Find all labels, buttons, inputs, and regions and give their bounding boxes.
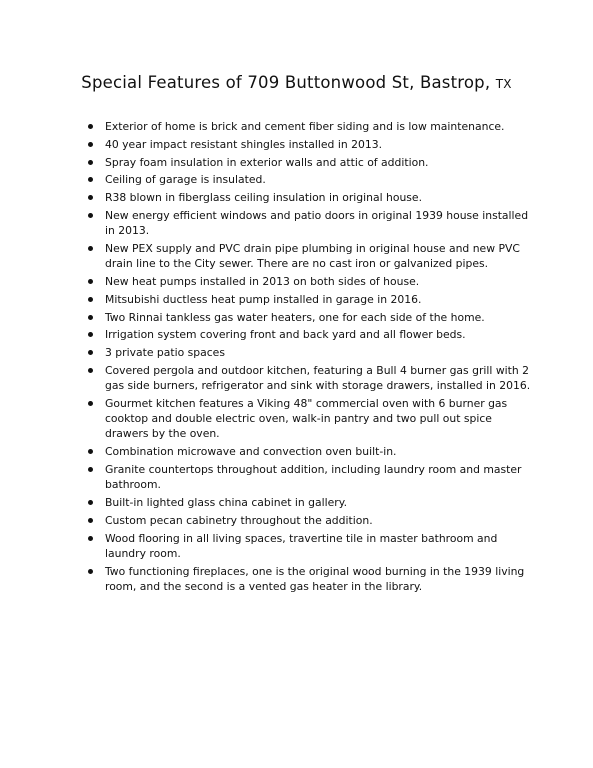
list-item [87,190,532,205]
list-item [87,274,532,289]
list-item [87,241,532,271]
list-item [87,345,532,360]
feature-text: 40 year impact resistant shingles installed in 2013. [105,137,383,151]
bullet-icon [88,569,93,574]
bullet-icon [88,315,93,320]
bullet-icon [88,279,93,284]
list-item [87,531,532,561]
feature-text: Two functioning fireplaces, one is the original wood burning in the 1939 living room, and the second is a vented gas heater in the library. [105,564,525,593]
bullet-icon [88,350,93,355]
feature-text: New energy efficient windows and patio doors in original 1939 house installed in 2013. [105,208,529,238]
bullet-icon [88,536,93,541]
feature-text: Wood flooring in all living spaces, travertine tile in master bathroom and laundry room. [105,531,498,560]
list-item [87,292,532,307]
bullet-icon [88,246,93,251]
list-item [87,396,532,442]
feature-text: Combination microwave and convection oven built-in. [105,445,397,459]
features-list [87,119,532,597]
bullet-icon [88,449,93,454]
list-item [87,327,532,342]
feature-text: Spray foam insulation in exterior walls and attic of addition. [105,155,429,169]
feature-text: Gourmet kitchen features a Viking 48" commercial oven with 6 burner gas cooktop and double electric oven, walk-in pantry and two pull out spice drawers by the oven. [105,396,508,441]
feature-text: Ceiling of garage is insulated. [105,173,266,187]
list-item [87,495,532,510]
bullet-icon [88,142,93,147]
list-item [87,208,532,238]
feature-text: Exterior of home is brick and cement fiber siding and is low maintenance. [105,120,505,133]
bullet-icon [88,297,93,302]
list-item [87,172,532,187]
bullet-icon [88,213,93,218]
bullet-icon [88,401,93,406]
feature-text: Irrigation system covering front and back yard and all flower beds. [105,328,466,342]
feature-text: New PEX supply and PVC drain pipe plumbing in original house and new PVC drain line to the City sewer. There are no cast iron or galvanized pipes. [105,241,520,271]
feature-text: New heat pumps installed in 2013 on both sides of house. [105,274,420,288]
bullet-icon [88,500,93,505]
page-title [0,73,593,92]
list-item [87,363,532,393]
feature-text: Two Rinnai tankless gas water heaters, one for each side of the home. [105,310,485,324]
bullet-icon [88,467,93,472]
list-item [87,119,532,134]
feature-text: Built-in lighted glass china cabinet in gallery. [105,495,347,509]
feature-text: 3 private patio spaces [105,346,225,360]
feature-text: Granite countertops throughout addition, including laundry room and master bathroom. [105,462,522,492]
bullet-icon [88,368,93,373]
list-item [87,513,532,528]
list-item [87,462,532,492]
list-item [87,137,532,152]
bullet-icon [88,124,93,129]
list-item [87,155,532,170]
list-item [87,564,532,594]
title-text: Special Features of 709 Buttonwood St, Bastrop, [81,73,491,92]
bullet-icon [88,195,93,200]
feature-text: Mitsubishi ductless heat pump installed in garage in 2016. [105,292,422,306]
bullet-icon [88,332,93,337]
bullet-icon [88,160,93,165]
list-item [87,444,532,459]
bullet-icon [88,177,93,182]
feature-text: Custom pecan cabinetry throughout the addition. [105,513,373,527]
feature-text: Covered pergola and outdoor kitchen, featuring a Bull 4 burner gas grill with 2 gas side burners, refrigerator and sink with storage drawers, installed in 2016. [105,363,531,393]
bullet-icon [88,518,93,523]
title-state: TX [495,77,512,91]
feature-text: R38 blown in fiberglass ceiling insulation in original house. [105,191,423,205]
list-item [87,310,532,325]
